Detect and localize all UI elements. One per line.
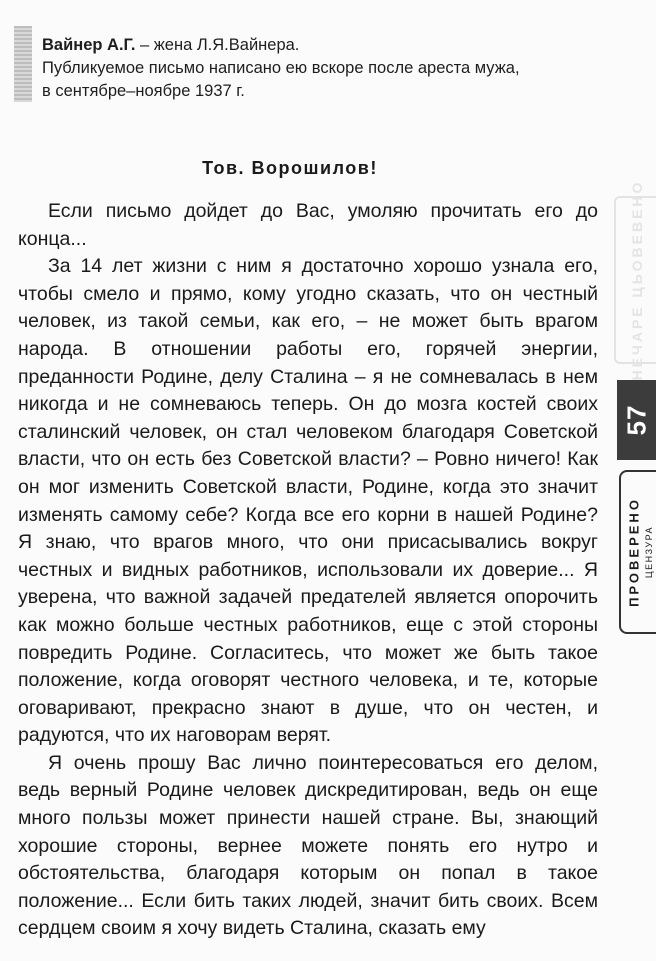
censor-stamp-sub: ЦЕНЗУРА: [644, 525, 654, 579]
faded-stamp-text: НЕЧАРЕ ЦЬОВЕВЕНО: [629, 179, 645, 381]
note-author-desc: – жена Л.Я.Вайнера.: [135, 36, 300, 54]
note-author-line: [42, 34, 602, 57]
editorial-note: [42, 34, 602, 103]
page-number-tab: [617, 380, 656, 460]
note-line: Публикуемое письмо написано ею вскоре после ареста мужа,: [42, 59, 520, 77]
letter-body: [18, 198, 598, 943]
faded-stamp: [614, 179, 656, 381]
letter-paragraph: Я очень прошу Вас лично поинтересоваться его делом, ведь верный Родине человек дискредитирован, ведь он еще много пользы может принести нашей стране. Вы, знающий хорошие стороны, вернее можете понять его нутро и обстоятельства, благодаря которым он попал в такое положение... Если бить таких людей, значит бить своих. Всем сердцем своим я хочу видеть Сталина, сказать ему: [18, 751, 598, 940]
page-number: 57: [621, 404, 651, 436]
note-marker: [14, 26, 32, 102]
note-author: Вайнер А.Г.: [42, 36, 136, 54]
censor-stamp-main: ПРОВЕРЕНО: [626, 497, 642, 607]
letter-paragraph: Если письмо дойдет до Вас, умоляю прочитать его до конца...: [18, 200, 598, 250]
censor-stamp: [619, 470, 656, 634]
letter-paragraph: За 14 лет жизни с ним я достаточно хорошо узнала его, чтобы смело и прямо, кому угодно сказать, что он честный человек, из такой семьи, как его, – не может быть врагом народа. В отношении работы его, горячей энергии, преданности Родине, делу Сталина – я не сомневалась в нем никогда и не сомневаюсь теперь. Он до мозга костей своих сталинский человек, он стал человеком благодаря Советской власти, что он есть без Советской власти? – Ровно ничего! Как он мог изменить Советской власти, Родине, когда это значит изменять самому себе? Когда все его корни в нашей Родине? Я знаю, что врагов много, что они присасывались вокруг честных и видных работников, использовали их доверие... Я уверена, что важной задачей предателей является опорочить как можно больше честных работников, еще с этой стороны повредить Родине. Согласитесь, что может же быть такое положение, когда оговорят честного человека, и те, которые оговаривают, прекрасно знают в душе, что он честен, и радуются, что их наговорам верят.: [18, 255, 598, 747]
letter-title: Тов. Ворошилов!: [202, 158, 378, 178]
note-line: в сентябре–ноябре 1937 г.: [42, 82, 245, 100]
